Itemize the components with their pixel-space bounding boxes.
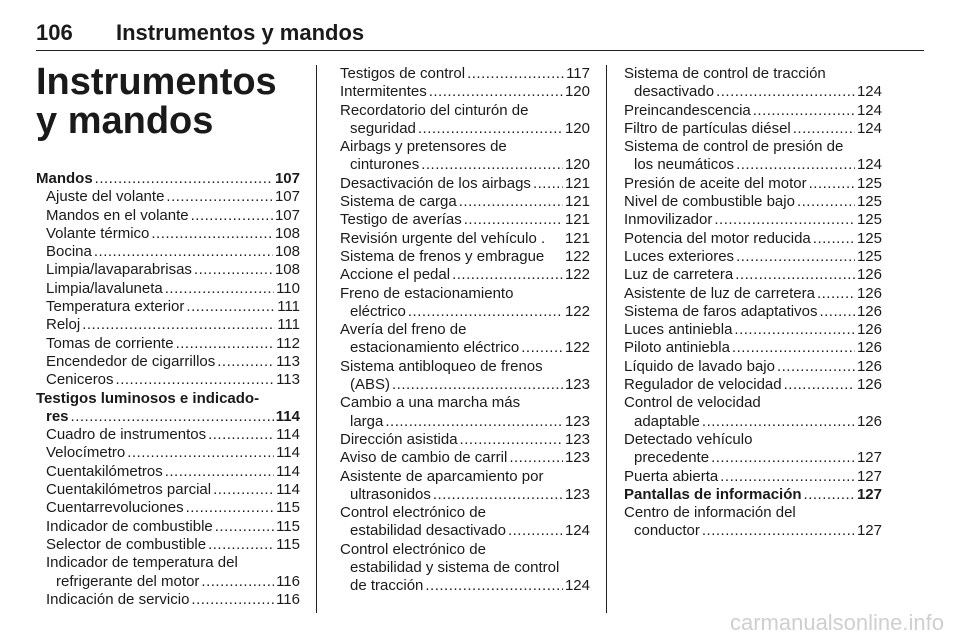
toc-page-number: 123 <box>564 412 590 430</box>
header-rule <box>36 50 924 51</box>
toc-entry-text: Filtro de partículas diésel <box>624 119 791 137</box>
toc-entry-text: Ceniceros <box>46 371 114 389</box>
toc-entry-text: Potencia del motor reducida <box>624 229 811 247</box>
toc-page-number: 125 <box>856 174 882 192</box>
toc-entry[interactable] <box>36 536 300 554</box>
toc-entry[interactable] <box>624 102 882 120</box>
toc-entry-text: larga <box>350 412 384 430</box>
toc-entry-text: Puerta abierta <box>624 467 719 485</box>
toc-entry-text: Desactivación de los airbags <box>340 174 531 192</box>
toc-entry[interactable] <box>624 120 882 138</box>
dot-leader <box>408 303 563 321</box>
dot-leader <box>208 426 274 444</box>
toc-entry-text: (ABS) <box>350 376 391 394</box>
toc-column-1 <box>36 170 300 609</box>
toc-page-number: 123 <box>564 430 590 448</box>
toc-entry-text: refrigerante del motor <box>56 572 200 590</box>
toc-entry-text: Control de velocidad <box>624 394 761 412</box>
toc-entry[interactable] <box>624 504 882 541</box>
toc-page-number: 126 <box>856 357 882 375</box>
toc-page-number: 122 <box>564 247 590 265</box>
toc-page-number: 121 <box>564 229 590 247</box>
toc-entry-text: res <box>46 407 69 425</box>
toc-page-number: 127 <box>856 449 882 467</box>
dot-leader <box>702 413 855 431</box>
toc-page-number: 125 <box>856 247 882 265</box>
toc-entry-text: Cuentakilómetros <box>46 462 163 480</box>
toc-entry-text: precedente <box>634 449 710 467</box>
toc-page-number: 112 <box>276 334 300 352</box>
toc-entry-text: Detectado vehículo <box>624 430 753 448</box>
toc-entry-text: Regulador de velocidad <box>624 376 782 394</box>
toc-page-number: 108 <box>274 224 300 242</box>
toc-page-number: 114 <box>276 444 300 462</box>
toc-entry-text: Revisión urgente del vehículo . <box>340 229 546 247</box>
toc-entry-text: Ajuste del volante <box>46 188 165 206</box>
dot-leader <box>736 248 855 266</box>
toc-entry-text: estacionamiento eléctrico <box>350 339 520 357</box>
toc-entry-text: Testigos de control <box>340 65 466 82</box>
toc-entry[interactable] <box>340 321 590 358</box>
toc-entry-text: Pantallas de información <box>624 485 802 503</box>
dot-leader <box>452 266 563 284</box>
toc-page-number: 124 <box>856 156 882 174</box>
toc-page-number: 126 <box>856 339 882 357</box>
toc-entry[interactable] <box>36 225 300 243</box>
toc-entry[interactable] <box>340 394 590 431</box>
toc-entry[interactable] <box>36 188 300 206</box>
toc-entry-text: Freno de estacionamiento <box>340 284 514 302</box>
column-divider <box>316 65 317 613</box>
toc-entry[interactable] <box>624 211 882 229</box>
column-divider <box>606 65 607 613</box>
toc-entry[interactable] <box>624 394 882 431</box>
toc-page-number: 121 <box>564 174 590 192</box>
dot-leader <box>127 444 274 462</box>
dot-leader <box>521 339 563 357</box>
dot-leader <box>166 188 273 206</box>
toc-entry-text: estabilidad desactivado <box>350 522 506 540</box>
toc-page-number: 120 <box>564 156 590 174</box>
dot-leader <box>385 413 563 431</box>
toc-page-number: 121 <box>564 193 590 211</box>
toc-entry-text: estabilidad y sistema de control <box>350 559 560 577</box>
toc-entry-text: Cambio a una marcha más <box>340 394 521 412</box>
toc-entry[interactable] <box>36 591 300 609</box>
toc-page-number: 127 <box>856 485 882 503</box>
dot-leader <box>459 193 563 211</box>
dot-leader <box>460 431 563 449</box>
dot-leader <box>508 522 563 540</box>
toc-entry[interactable] <box>340 83 590 101</box>
toc-entry-text: Mandos en el volante <box>46 206 189 224</box>
toc-page-number: 107 <box>274 170 300 187</box>
toc-page-number: 125 <box>856 193 882 211</box>
toc-page-number: 120 <box>564 119 590 137</box>
toc-section-heading[interactable] <box>36 390 300 427</box>
dot-leader <box>817 285 855 303</box>
toc-entry-text: conductor <box>634 522 700 540</box>
toc-page-number: 111 <box>277 316 300 334</box>
dot-leader <box>191 207 273 225</box>
toc-entry[interactable] <box>340 175 590 193</box>
toc-entry[interactable] <box>340 102 590 139</box>
toc-entry-text: Luces antiniebla <box>624 321 733 339</box>
toc-entry-text: Preincandescencia <box>624 101 751 119</box>
dot-leader <box>151 225 273 243</box>
toc-entry-text: Testigos luminosos e indicado- <box>36 389 260 407</box>
dot-leader <box>736 156 855 174</box>
toc-page-number: 122 <box>564 339 590 357</box>
dot-leader <box>777 358 855 376</box>
toc-entry[interactable] <box>340 248 590 266</box>
dot-leader <box>116 371 275 389</box>
toc-entry[interactable] <box>340 358 590 395</box>
dot-leader <box>186 499 275 517</box>
toc-entry-text: desactivado <box>634 83 715 101</box>
toc-entry-text: Reloj <box>46 316 81 334</box>
toc-entry-text: Centro de información del <box>624 504 796 522</box>
toc-entry-text: Indicador de combustible <box>46 517 213 535</box>
toc-entry[interactable] <box>340 431 590 449</box>
watermark: carmanualsonline.info <box>729 610 944 635</box>
toc-entry-text: Indicador de temperatura del <box>46 554 238 572</box>
toc-entry-text: Recordatorio del cinturón de <box>340 101 529 119</box>
toc-entry[interactable] <box>624 175 882 193</box>
toc-page-number: 127 <box>856 467 882 485</box>
page-number: 106 <box>36 20 73 45</box>
toc-entry[interactable] <box>340 541 590 596</box>
toc-entry-text: Indicación de servicio <box>46 590 190 608</box>
toc-page-number: 126 <box>856 321 882 339</box>
toc-entry[interactable] <box>624 266 882 284</box>
toc-entry-text: eléctrico <box>350 302 406 320</box>
toc-page-number: 115 <box>276 517 300 535</box>
toc-page-number: 125 <box>856 211 882 229</box>
toc-entry-text: Piloto antiniebla <box>624 339 730 357</box>
toc-entry[interactable] <box>36 207 300 225</box>
toc-entry-text: Airbags y pretensores de <box>340 138 507 156</box>
toc-entry-text: Sistema de control de presión de <box>624 138 844 156</box>
toc-page-number: 121 <box>564 211 590 229</box>
toc-entry[interactable] <box>624 321 882 339</box>
toc-page-number: 110 <box>276 279 300 297</box>
toc-entry-text: Tomas de corriente <box>46 334 174 352</box>
toc-page-number: 122 <box>564 302 590 320</box>
dot-leader <box>509 449 563 467</box>
toc-entry[interactable] <box>624 376 882 394</box>
toc-entry-text: Limpia/lavaparabrisas <box>46 261 192 279</box>
toc-entry[interactable] <box>36 444 300 462</box>
dot-leader <box>735 266 855 284</box>
dot-leader <box>711 449 855 467</box>
running-title: Instrumentos y mandos <box>116 20 365 45</box>
dot-leader <box>732 339 855 357</box>
toc-entry-text: Sistema antibloqueo de frenos <box>340 357 543 375</box>
toc-entry[interactable] <box>340 230 590 248</box>
toc-page-number: 111 <box>277 298 300 316</box>
dot-leader <box>467 65 564 83</box>
dot-leader <box>793 120 855 138</box>
dot-leader <box>819 303 855 321</box>
dot-leader <box>797 193 855 211</box>
toc-entry[interactable] <box>36 280 300 298</box>
toc-entry[interactable] <box>36 371 300 389</box>
toc-page-number: 126 <box>856 302 882 320</box>
toc-entry[interactable] <box>624 339 882 357</box>
toc-entry-text: Asistente de aparcamiento por <box>340 467 544 485</box>
toc-entry-text: Cuadro de instrumentos <box>46 426 207 444</box>
toc-entry[interactable] <box>36 316 300 334</box>
toc-page-number: 114 <box>276 426 300 444</box>
dot-leader <box>165 280 274 298</box>
toc-entry[interactable] <box>340 211 590 229</box>
toc-entry-text: Accione el pedal <box>340 266 451 284</box>
toc-entry-text: Temperatura exterior <box>46 298 185 316</box>
toc-entry[interactable] <box>624 431 882 468</box>
toc-entry-text: Testigo de averías <box>340 211 462 229</box>
toc-entry[interactable] <box>36 499 300 517</box>
toc-entry-text: Sistema de carga <box>340 193 457 211</box>
toc-column-3 <box>624 65 882 541</box>
toc-entry[interactable] <box>340 285 590 322</box>
toc-page-number: 117 <box>566 65 590 82</box>
toc-entry[interactable] <box>340 504 590 541</box>
dot-leader <box>186 298 275 316</box>
toc-entry[interactable] <box>36 518 300 536</box>
toc-page-number: 116 <box>276 590 300 608</box>
toc-entry-text: Intermitentes <box>340 83 427 101</box>
toc-entry-text: Nivel de combustible bajo <box>624 193 795 211</box>
toc-entry-text: Luz de carretera <box>624 266 734 284</box>
dot-leader <box>809 175 855 193</box>
toc-entry[interactable] <box>36 481 300 499</box>
toc-page-number: 126 <box>856 376 882 394</box>
toc-entry[interactable] <box>340 266 590 284</box>
dot-leader <box>82 316 275 334</box>
toc-entry-text: Control electrónico de <box>340 504 486 522</box>
toc-page-number: 126 <box>856 266 882 284</box>
dot-leader <box>425 577 563 595</box>
toc-page-number: 124 <box>856 83 882 101</box>
toc-entry[interactable] <box>340 468 590 505</box>
dot-leader <box>201 573 274 591</box>
dot-leader <box>95 170 273 188</box>
toc-page-number: 126 <box>856 284 882 302</box>
dot-leader <box>208 536 274 554</box>
dot-leader <box>720 468 855 486</box>
toc-page-number: 123 <box>564 485 590 503</box>
toc-entry-text: seguridad <box>350 119 416 137</box>
dot-leader <box>429 83 563 101</box>
toc-entry-text: Luces exteriores <box>624 247 735 265</box>
chapter-title: Instrumentos y mandos <box>36 61 277 143</box>
toc-entry-text: ultrasonidos <box>350 485 431 503</box>
toc-entry-text: Inmovilizador <box>624 211 713 229</box>
toc-entry-text: Selector de combustible <box>46 535 207 553</box>
toc-entry[interactable] <box>340 449 590 467</box>
dot-leader <box>714 211 855 229</box>
toc-entry[interactable] <box>624 358 882 376</box>
toc-entry[interactable] <box>624 285 882 303</box>
toc-entry-text: Cuentarrevoluciones <box>46 499 184 517</box>
toc-entry[interactable] <box>36 426 300 444</box>
toc-entry-text: Control electrónico de <box>340 540 486 558</box>
toc-entry-text: de tracción <box>350 577 424 595</box>
toc-page-number: 107 <box>274 188 300 206</box>
dot-leader <box>421 156 563 174</box>
toc-entry[interactable] <box>624 193 882 211</box>
toc-entry-text: Sistema de control de tracción <box>624 65 826 82</box>
dot-leader <box>217 353 274 371</box>
dot-leader <box>464 211 563 229</box>
dot-leader <box>392 376 563 394</box>
toc-entry[interactable] <box>36 554 300 591</box>
toc-section-heading[interactable] <box>36 170 300 188</box>
toc-entry[interactable] <box>624 468 882 486</box>
toc-page-number: 125 <box>856 229 882 247</box>
toc-entry-text: adaptable <box>634 412 700 430</box>
toc-entry-text: Líquido de lavado bajo <box>624 357 775 375</box>
toc-page-number: 120 <box>564 83 590 101</box>
toc-page-number: 113 <box>276 352 300 370</box>
dot-leader <box>176 335 275 353</box>
toc-entry-text: Dirección asistida <box>340 430 458 448</box>
dot-leader <box>734 321 855 339</box>
toc-page-number: 116 <box>276 572 300 590</box>
dot-leader <box>213 481 274 499</box>
toc-page-number: 126 <box>856 412 882 430</box>
dot-leader <box>813 230 855 248</box>
dot-leader <box>433 486 563 504</box>
toc-entry-text: Mandos <box>36 170 93 187</box>
toc-page-number: 124 <box>856 101 882 119</box>
dot-leader <box>194 261 273 279</box>
dot-leader <box>191 591 274 609</box>
toc-entry[interactable] <box>624 303 882 321</box>
toc-entry[interactable] <box>36 463 300 481</box>
toc-page-number: 114 <box>276 462 300 480</box>
toc-page-number: 113 <box>276 371 300 389</box>
toc-page-number: 123 <box>564 376 590 394</box>
dot-leader <box>215 518 274 536</box>
toc-entry-text: cinturones <box>350 156 420 174</box>
toc-entry-text: Bocina <box>46 243 92 261</box>
page-header <box>36 20 924 54</box>
toc-column-2 <box>340 65 590 596</box>
toc-page-number: 115 <box>276 535 300 553</box>
toc-entry[interactable] <box>624 138 882 175</box>
toc-entry-text: Aviso de cambio de carril <box>340 449 508 467</box>
dot-leader <box>804 486 855 504</box>
toc-entry[interactable] <box>36 335 300 353</box>
toc-page-number: 122 <box>564 266 590 284</box>
dot-leader <box>418 120 563 138</box>
toc-entry[interactable] <box>36 243 300 261</box>
toc-entry[interactable] <box>624 230 882 248</box>
toc-page-number: 124 <box>564 577 590 595</box>
toc-page-number: 107 <box>274 206 300 224</box>
toc-entry-text: Avería del freno de <box>340 321 467 339</box>
dot-leader <box>71 408 274 426</box>
dot-leader <box>94 243 273 261</box>
toc-entry[interactable] <box>624 65 882 102</box>
toc-entry[interactable] <box>340 193 590 211</box>
dot-leader <box>533 175 563 193</box>
toc-entry-text: Sistema de faros adaptativos <box>624 302 818 320</box>
toc-entry-text: Cuentakilómetros parcial <box>46 481 212 499</box>
dot-leader <box>753 102 855 120</box>
dot-leader <box>716 83 855 101</box>
toc-page-number: 124 <box>856 119 882 137</box>
toc-section-heading[interactable] <box>624 486 882 504</box>
toc-page-number: 108 <box>274 243 300 261</box>
toc-entry-text: Velocímetro <box>46 444 126 462</box>
toc-entry-text: Volante térmico <box>46 224 150 242</box>
toc-entry[interactable] <box>36 298 300 316</box>
dot-leader <box>702 522 855 540</box>
toc-entry[interactable] <box>624 248 882 266</box>
toc-page-number: 114 <box>276 481 300 499</box>
dot-leader <box>165 463 274 481</box>
toc-entry[interactable] <box>36 261 300 279</box>
toc-entry-text: Sistema de frenos y embrague <box>340 247 545 265</box>
toc-entry-text: los neumáticos <box>634 156 735 174</box>
toc-entry-text: Presión de aceite del motor <box>624 174 807 192</box>
toc-entry[interactable] <box>340 65 590 83</box>
toc-entry-text: Encendedor de cigarrillos <box>46 352 216 370</box>
toc-entry-text: Limpia/lavaluneta <box>46 279 163 297</box>
toc-entry[interactable] <box>36 353 300 371</box>
toc-entry-text: Asistente de luz de carretera <box>624 284 815 302</box>
dot-leader <box>784 376 855 394</box>
toc-page-number: 123 <box>564 449 590 467</box>
toc-page-number: 108 <box>274 261 300 279</box>
toc-page-number: 115 <box>276 499 300 517</box>
toc-entry[interactable] <box>340 138 590 175</box>
toc-page-number: 124 <box>564 522 590 540</box>
toc-page-number: 114 <box>275 407 300 425</box>
toc-page-number: 127 <box>856 522 882 540</box>
